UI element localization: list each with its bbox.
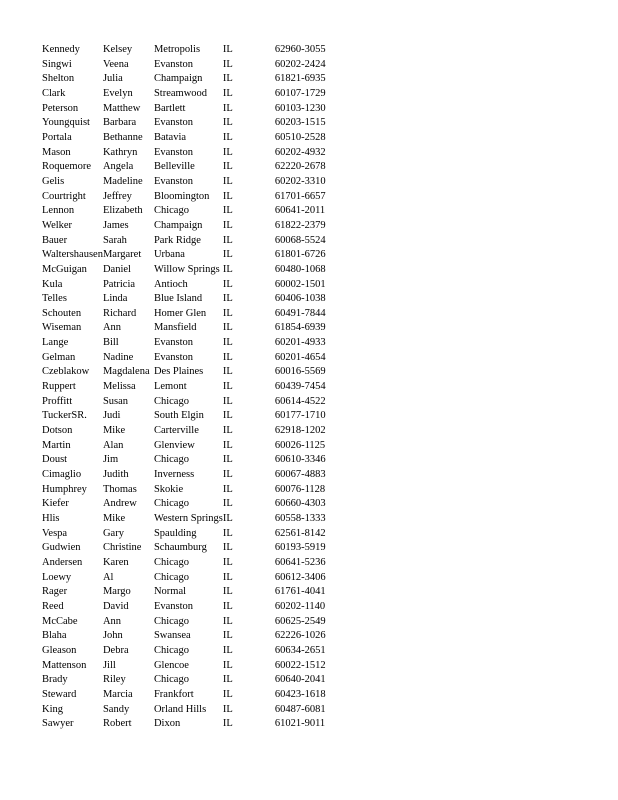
first-name-cell: Kathryn (102, 146, 138, 158)
city-cell: Lemont (153, 381, 187, 393)
zip-code-cell: 60660-4303 (274, 498, 326, 510)
table-row (42, 146, 345, 161)
table-row (42, 673, 345, 688)
last-name-cell: King (42, 703, 63, 715)
first-name-cell: Barbara (102, 117, 137, 129)
table-row (42, 512, 345, 527)
state-cell: IL (222, 102, 233, 114)
city-cell: Streamwood (153, 87, 208, 99)
zip-code-cell: 60107-1729 (274, 87, 326, 99)
first-name-cell: Evelyn (102, 87, 133, 99)
first-name-cell: John (102, 630, 123, 642)
zip-code-cell: 60614-4522 (274, 395, 326, 407)
state-cell: IL (222, 688, 233, 700)
last-name-cell: McCabe (42, 615, 78, 627)
first-name-cell: Judith (102, 469, 129, 481)
first-name-cell: Judi (102, 410, 121, 422)
zip-code-cell: 60558-1333 (274, 513, 326, 524)
first-name-cell: Karen (102, 556, 129, 568)
table-row (42, 292, 345, 307)
state-cell: IL (222, 337, 233, 349)
table-row (42, 175, 345, 190)
first-name-cell: Margaret (102, 249, 142, 261)
last-name-cell: Bauer (42, 234, 68, 246)
first-name-cell: Thomas (102, 483, 137, 495)
table-row (42, 453, 345, 468)
city-cell: Evanston (153, 337, 194, 349)
table-row (42, 439, 345, 454)
last-name-cell: Mason (42, 146, 71, 158)
city-cell: Mansfield (153, 322, 197, 334)
first-name-cell: Robert (102, 718, 132, 730)
last-name-cell: Wiseman (42, 322, 82, 334)
zip-code-cell: 60625-2549 (274, 615, 326, 627)
state-cell: IL (222, 395, 233, 407)
city-cell: Park Ridge (153, 234, 201, 246)
first-name-cell: Jim (102, 454, 119, 466)
zip-code-cell: 61701-6657 (274, 190, 326, 202)
first-name-cell: Melissa (102, 381, 136, 393)
table-row (42, 72, 345, 87)
first-name-cell: Mike (102, 425, 126, 437)
table-row (42, 600, 345, 615)
last-name-cell: Blaha (42, 630, 67, 642)
first-name-cell: Patricia (102, 278, 136, 290)
first-name-cell: Christine (102, 542, 142, 554)
table-row (42, 615, 345, 630)
state-cell: IL (222, 644, 233, 656)
last-name-cell: Ruppert (42, 381, 76, 393)
city-cell: Des Plaines (153, 366, 204, 378)
city-cell: Glencoe (153, 659, 189, 671)
last-name-cell: Peterson (42, 102, 79, 114)
city-cell: Chicago (153, 205, 189, 217)
last-name-cell: Cimaglio (42, 469, 82, 481)
zip-code-cell: 60201-4933 (274, 337, 326, 349)
table-row (42, 248, 345, 263)
state-cell: IL (222, 175, 233, 187)
state-cell: IL (222, 249, 233, 261)
state-cell: IL (222, 366, 233, 378)
state-cell: IL (222, 425, 233, 437)
zip-code-cell: 60177-1710 (274, 410, 326, 422)
zip-code-cell: 60068-5524 (274, 234, 326, 246)
state-cell: IL (222, 439, 233, 451)
zip-code-cell: 61021-9011 (274, 718, 326, 730)
city-cell: Evanston (153, 146, 194, 158)
city-cell: Chicago (153, 498, 189, 510)
last-name-cell: Loewy (42, 571, 72, 583)
last-name-cell: Welker (42, 219, 73, 231)
city-cell: Swansea (153, 630, 191, 642)
last-name-cell: Singwi (42, 58, 72, 70)
last-name-cell: Hlis (42, 513, 60, 524)
last-name-cell: Roquemore (42, 161, 91, 173)
zip-code-cell: 60026-1125 (274, 439, 326, 451)
zip-code-cell: 60487-6081 (274, 703, 326, 715)
city-cell: Dixon (153, 718, 181, 730)
table-row (42, 644, 345, 659)
last-name-cell: Vespa (42, 527, 68, 539)
zip-code-cell: 60022-1512 (274, 659, 326, 671)
zip-code-cell: 60612-3406 (274, 571, 326, 583)
first-name-cell: Veena (102, 58, 129, 70)
first-name-cell: Sandy (102, 703, 130, 715)
last-name-cell: Rager (42, 586, 68, 598)
first-name-cell: David (102, 600, 129, 612)
zip-code-cell: 61822-2379 (274, 219, 326, 231)
table-row (42, 395, 345, 410)
state-cell: IL (222, 659, 233, 671)
first-name-cell: Bill (102, 337, 119, 349)
first-name-cell: Magdalena (102, 366, 150, 378)
zip-code-cell: 60641-5236 (274, 556, 326, 568)
state-cell: IL (222, 600, 233, 612)
state-cell: IL (222, 586, 233, 598)
first-name-cell: Ann (102, 322, 122, 334)
first-name-cell: Ann (102, 615, 122, 627)
zip-code-cell: 60641-2011 (274, 205, 326, 217)
city-cell: Belleville (153, 161, 195, 173)
last-name-cell: Portala (42, 131, 72, 143)
table-row (42, 703, 345, 718)
last-name-cell: Lennon (42, 205, 75, 217)
state-cell: IL (222, 381, 233, 393)
city-cell: Evanston (153, 600, 194, 612)
zip-code-cell: 62226-1026 (274, 630, 326, 642)
city-cell: Chicago (153, 674, 189, 686)
last-name-cell: Kennedy (42, 44, 80, 55)
table-row (42, 424, 345, 439)
first-name-cell: Richard (102, 307, 137, 319)
table-row (42, 585, 345, 600)
last-name-cell: Dotson (42, 425, 73, 437)
state-cell: IL (222, 117, 233, 129)
table-row (42, 571, 345, 586)
state-cell: IL (222, 527, 233, 539)
city-cell: Evanston (153, 117, 194, 129)
state-cell: IL (222, 571, 233, 583)
state-cell: IL (222, 483, 233, 495)
state-cell: IL (222, 307, 233, 319)
first-name-cell: Marcia (102, 688, 133, 700)
state-cell: IL (222, 73, 233, 85)
last-name-cell: Czeblakow (42, 366, 90, 378)
last-name-cell: Mattenson (42, 659, 87, 671)
zip-code-cell: 60406-1038 (274, 293, 326, 305)
city-cell: Blue Island (153, 293, 203, 305)
state-cell: IL (222, 469, 233, 481)
zip-code-cell: 62561-8142 (274, 527, 326, 539)
zip-code-cell: 60016-5569 (274, 366, 326, 378)
last-name-cell: Waltershausen (42, 249, 103, 261)
table-row (42, 365, 345, 380)
city-cell: Bartlett (153, 102, 186, 114)
first-name-cell: Jeffrey (102, 190, 132, 202)
state-cell: IL (222, 351, 233, 363)
last-name-cell: Gleason (42, 644, 77, 656)
table-row (42, 380, 345, 395)
city-cell: Evanston (153, 175, 194, 187)
zip-code-cell: 60491-7844 (274, 307, 326, 319)
last-name-cell: Humphrey (42, 483, 87, 495)
state-cell: IL (222, 293, 233, 305)
table-row (42, 321, 345, 336)
table-row (42, 116, 345, 131)
city-cell: Metropolis (153, 44, 201, 55)
last-name-cell: Andersen (42, 556, 83, 568)
city-cell: South Elgin (153, 410, 204, 422)
last-name-cell: TuckerSR. (42, 410, 87, 422)
last-name-cell: Proffitt (42, 395, 73, 407)
city-cell: Orland Hills (153, 703, 207, 715)
state-cell: IL (222, 322, 233, 334)
state-cell: IL (222, 219, 233, 231)
first-name-cell: Matthew (102, 102, 141, 114)
city-cell: Skokie (153, 483, 184, 495)
table-row (42, 541, 345, 556)
last-name-cell: Steward (42, 688, 77, 700)
zip-code-cell: 60202-1140 (274, 600, 326, 612)
zip-code-cell: 60610-3346 (274, 454, 326, 466)
first-name-cell: Alan (102, 439, 124, 451)
table-row (42, 263, 345, 278)
zip-code-cell: 60067-4883 (274, 469, 326, 481)
zip-code-cell: 62918-1202 (274, 425, 326, 437)
city-cell: Chicago (153, 615, 189, 627)
last-name-cell: McGuigan (42, 263, 87, 275)
zip-code-cell: 61854-6939 (274, 322, 326, 334)
last-name-cell: Sawyer (42, 718, 74, 730)
zip-code-cell: 60423-1618 (274, 688, 326, 700)
first-name-cell: Gary (102, 527, 124, 539)
table-row (42, 87, 345, 102)
first-name-cell: Angela (102, 161, 134, 173)
first-name-cell: Mike (102, 513, 126, 524)
city-cell: Schaumburg (153, 542, 207, 554)
zip-code-cell: 60201-4654 (274, 351, 326, 363)
table-row (42, 58, 345, 73)
city-cell: Spaulding (153, 527, 197, 539)
state-cell: IL (222, 513, 233, 524)
city-cell: Chicago (153, 454, 189, 466)
city-cell: Chicago (153, 571, 189, 583)
zip-code-cell: 61821-6935 (274, 73, 326, 85)
city-cell: Chicago (153, 395, 189, 407)
state-cell: IL (222, 703, 233, 715)
table-row (42, 556, 345, 571)
first-name-cell: Elizabeth (102, 205, 143, 217)
table-row (42, 659, 345, 674)
last-name-cell: Telles (42, 293, 67, 305)
state-cell: IL (222, 205, 233, 217)
last-name-cell: Kiefer (42, 498, 69, 510)
first-name-cell: Julia (102, 73, 123, 85)
city-cell: Carterville (153, 425, 199, 437)
last-name-cell: Courtright (42, 190, 86, 202)
zip-code-cell: 62220-2678 (274, 161, 326, 173)
roster-table-body (42, 43, 345, 732)
first-name-cell: Sarah (102, 234, 127, 246)
zip-code-cell: 60202-2424 (274, 58, 326, 70)
state-cell: IL (222, 58, 233, 70)
last-name-cell: Shelton (42, 73, 75, 85)
last-name-cell: Reed (42, 600, 64, 612)
first-name-cell: Andrew (102, 498, 137, 510)
city-cell: Evanston (153, 351, 194, 363)
state-cell: IL (222, 556, 233, 568)
first-name-cell: Riley (102, 674, 126, 686)
city-cell: Evanston (153, 58, 194, 70)
table-row (42, 204, 345, 219)
table-row (42, 43, 345, 58)
last-name-cell: Gelman (42, 351, 76, 363)
state-cell: IL (222, 542, 233, 554)
city-cell: Champaign (153, 219, 203, 231)
zip-code-cell: 60634-2651 (274, 644, 326, 656)
last-name-cell: Gelis (42, 175, 65, 187)
table-row (42, 351, 345, 366)
zip-code-cell: 60202-4932 (274, 146, 326, 158)
table-row (42, 102, 345, 117)
city-cell: Bloomington (153, 190, 210, 202)
first-name-cell: Daniel (102, 263, 131, 275)
state-cell: IL (222, 410, 233, 422)
last-name-cell: Youngquist (42, 117, 90, 129)
state-cell: IL (222, 615, 233, 627)
first-name-cell: Bethanne (102, 131, 143, 143)
city-cell: Chicago (153, 556, 189, 568)
zip-code-cell: 61801-6726 (274, 249, 326, 261)
table-row (42, 688, 345, 703)
state-cell: IL (222, 498, 233, 510)
last-name-cell: Schouten (42, 307, 82, 319)
state-cell: IL (222, 718, 233, 730)
state-cell: IL (222, 674, 233, 686)
last-name-cell: Kula (42, 278, 63, 290)
table-row (42, 190, 345, 205)
city-cell: Western Springs (153, 513, 223, 524)
table-row (42, 219, 345, 234)
table-row (42, 468, 345, 483)
table-row (42, 717, 345, 732)
city-cell: Willow Springs (153, 263, 220, 275)
zip-code-cell: 60002-1501 (274, 278, 326, 290)
state-cell: IL (222, 263, 233, 275)
table-row (42, 497, 345, 512)
zip-code-cell: 60480-1068 (274, 263, 326, 275)
table-row (42, 409, 345, 424)
first-name-cell: Nadine (102, 351, 134, 363)
city-cell: Glenview (153, 439, 195, 451)
table-row (42, 160, 345, 175)
state-cell: IL (222, 161, 233, 173)
zip-code-cell: 60202-3310 (274, 175, 326, 187)
first-name-cell: James (102, 219, 129, 231)
first-name-cell: Linda (102, 293, 128, 305)
first-name-cell: Kelsey (102, 44, 133, 55)
table-row (42, 307, 345, 322)
city-cell: Champaign (153, 73, 203, 85)
state-cell: IL (222, 87, 233, 99)
table-row (42, 527, 345, 542)
city-cell: Antioch (153, 278, 188, 290)
city-cell: Frankfort (153, 688, 194, 700)
last-name-cell: Doust (42, 454, 68, 466)
table-row (42, 629, 345, 644)
zip-code-cell: 60203-1515 (274, 117, 326, 129)
table-row (42, 336, 345, 351)
table-row (42, 234, 345, 249)
zip-code-cell: 60439-7454 (274, 381, 326, 393)
last-name-cell: Brady (42, 674, 68, 686)
first-name-cell: Madeline (102, 175, 143, 187)
state-cell: IL (222, 131, 233, 143)
city-cell: Urbana (153, 249, 185, 261)
state-cell: IL (222, 146, 233, 158)
first-name-cell: Susan (102, 395, 129, 407)
first-name-cell: Debra (102, 644, 129, 656)
first-name-cell: Al (102, 571, 114, 583)
roster-table (42, 43, 345, 732)
zip-code-cell: 60510-2528 (274, 131, 326, 143)
city-cell: Batavia (153, 131, 187, 143)
state-cell: IL (222, 454, 233, 466)
zip-code-cell: 62960-3055 (274, 44, 326, 55)
last-name-cell: Lange (42, 337, 69, 349)
state-cell: IL (222, 234, 233, 246)
state-cell: IL (222, 278, 233, 290)
zip-code-cell: 60103-1230 (274, 102, 326, 114)
zip-code-cell: 60076-1128 (274, 483, 326, 495)
last-name-cell: Martin (42, 439, 71, 451)
last-name-cell: Clark (42, 87, 66, 99)
city-cell: Homer Glen (153, 307, 207, 319)
city-cell: Normal (153, 586, 187, 598)
state-cell: IL (222, 190, 233, 202)
zip-code-cell: 60193-5919 (274, 542, 326, 554)
state-cell: IL (222, 44, 233, 55)
state-cell: IL (222, 630, 233, 642)
table-row (42, 278, 345, 293)
city-cell: Inverness (153, 469, 195, 481)
table-row (42, 131, 345, 146)
city-cell: Chicago (153, 644, 189, 656)
first-name-cell: Margo (102, 586, 131, 598)
table-row (42, 483, 345, 498)
zip-code-cell: 61761-4041 (274, 586, 326, 598)
zip-code-cell: 60640-2041 (274, 674, 326, 686)
first-name-cell: Jill (102, 659, 116, 671)
last-name-cell: Gudwien (42, 542, 81, 554)
